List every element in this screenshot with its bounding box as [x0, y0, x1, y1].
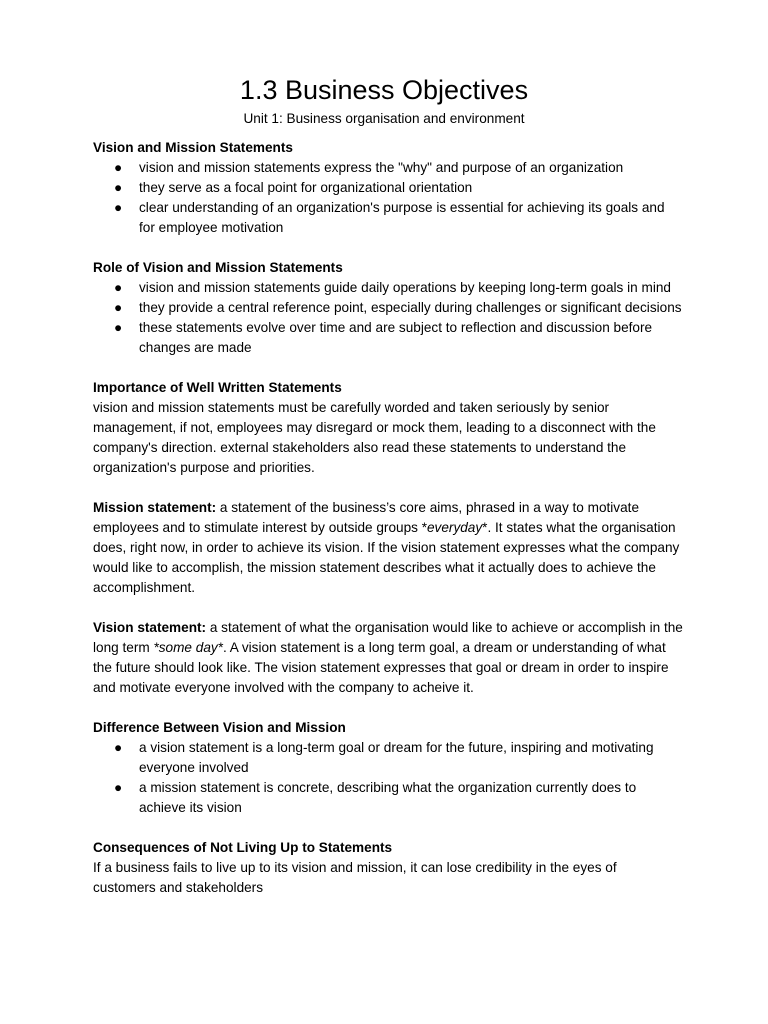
paragraph-text: a statement of what the organisation would like to achieve or accomplish in the long term: [93, 620, 683, 655]
document-body: [93, 138, 683, 898]
section-importance: [93, 378, 683, 478]
bullet-icon: ●: [114, 180, 123, 195]
bullet-list: [93, 158, 683, 238]
spacer: [93, 698, 683, 718]
section-heading: Role of Vision and Mission Statements: [93, 260, 343, 275]
section-heading: Consequences of Not Living Up to Statements: [93, 840, 393, 855]
paragraph-text: *. It states what the organisation does, right now, in order to achieve its vision. If the vision statement expresses what the company would like to accomplish, the mission statement describes what it actually does to achieve the accomplishment.: [93, 520, 680, 595]
list-item-text: a mission statement is concrete, describing what the organization currently does to achieve its vision: [139, 780, 637, 815]
spacer: [93, 598, 683, 618]
emphasis-text: *some day*: [153, 640, 223, 655]
bullet-icon: ●: [114, 300, 123, 315]
section-difference: [93, 718, 683, 818]
paragraph-text: a statement of the business’s core aims, phrased in a way to motivate employees and to stimulate interest by outside groups *: [93, 500, 640, 535]
emphasis-text: everyday: [427, 520, 483, 535]
section-vision-mission: [93, 138, 683, 238]
list-item-text: vision and mission statements guide daily operations by keeping long-term goals in mind: [139, 280, 671, 295]
list-item-text: clear understanding of an organization's purpose is essential for achieving its goals and for employee motivation: [139, 200, 665, 235]
bullet-icon: ●: [114, 320, 123, 335]
list-item: [93, 198, 683, 238]
list-item: [93, 178, 683, 198]
bullet-icon: ●: [114, 160, 123, 175]
section-heading: Vision and Mission Statements: [93, 140, 293, 155]
list-item: [93, 738, 683, 778]
vision-statement-paragraph: [93, 618, 683, 698]
list-item-text: they provide a central reference point, especially during challenges or significant decisions: [139, 300, 682, 315]
section-heading: Difference Between Vision and Mission: [93, 720, 346, 735]
bullet-list: [93, 278, 683, 358]
paragraph: vision and mission statements must be carefully worded and taken seriously by senior management, if not, employees may disregard or mock them, leading to a disconnect with the company's direction. external stakeholders also read these statements to understand the organization's purpose and priorities.: [93, 400, 656, 475]
list-item-text: they serve as a focal point for organizational orientation: [139, 180, 473, 195]
page-title: 1.3 Business Objectives: [239, 75, 529, 105]
term-label: Vision statement:: [93, 620, 207, 635]
section-role: [93, 258, 683, 358]
bullet-icon: ●: [114, 740, 123, 755]
spacer: [93, 358, 683, 378]
section-consequences: [93, 838, 683, 898]
paragraph: If a business fails to live up to its vision and mission, it can lose credibility in the eyes of customers and stakeholders: [93, 860, 617, 895]
list-item: [93, 298, 683, 318]
list-item-text: a vision statement is a long-term goal or dream for the future, inspiring and motivating everyone involved: [139, 740, 654, 775]
mission-statement-paragraph: [93, 498, 683, 598]
list-item-text: vision and mission statements express the "why" and purpose of an organization: [139, 160, 624, 175]
list-item: [93, 318, 683, 358]
spacer: [93, 238, 683, 258]
bullet-icon: ●: [114, 780, 123, 795]
bullet-icon: ●: [114, 280, 123, 295]
list-item: [93, 158, 683, 178]
bullet-icon: ●: [114, 200, 123, 215]
list-item: [93, 778, 683, 818]
term-label: Mission statement:: [93, 500, 217, 515]
spacer: [93, 478, 683, 498]
section-heading: Importance of Well Written Statements: [93, 380, 342, 395]
paragraph-text: . A vision statement is a long term goal, a dream or understanding of what the future should look like. The vision statement expresses that goal or dream in order to inspire and motivate everyone involved with the company to acheive it.: [93, 640, 669, 695]
list-item: [93, 278, 683, 298]
bullet-list: [93, 738, 683, 818]
spacer: [93, 818, 683, 838]
list-item-text: these statements evolve over time and are subject to reflection and discussion before changes are made: [139, 320, 653, 355]
page-subtitle: Unit 1: Business organisation and environment: [243, 111, 525, 126]
